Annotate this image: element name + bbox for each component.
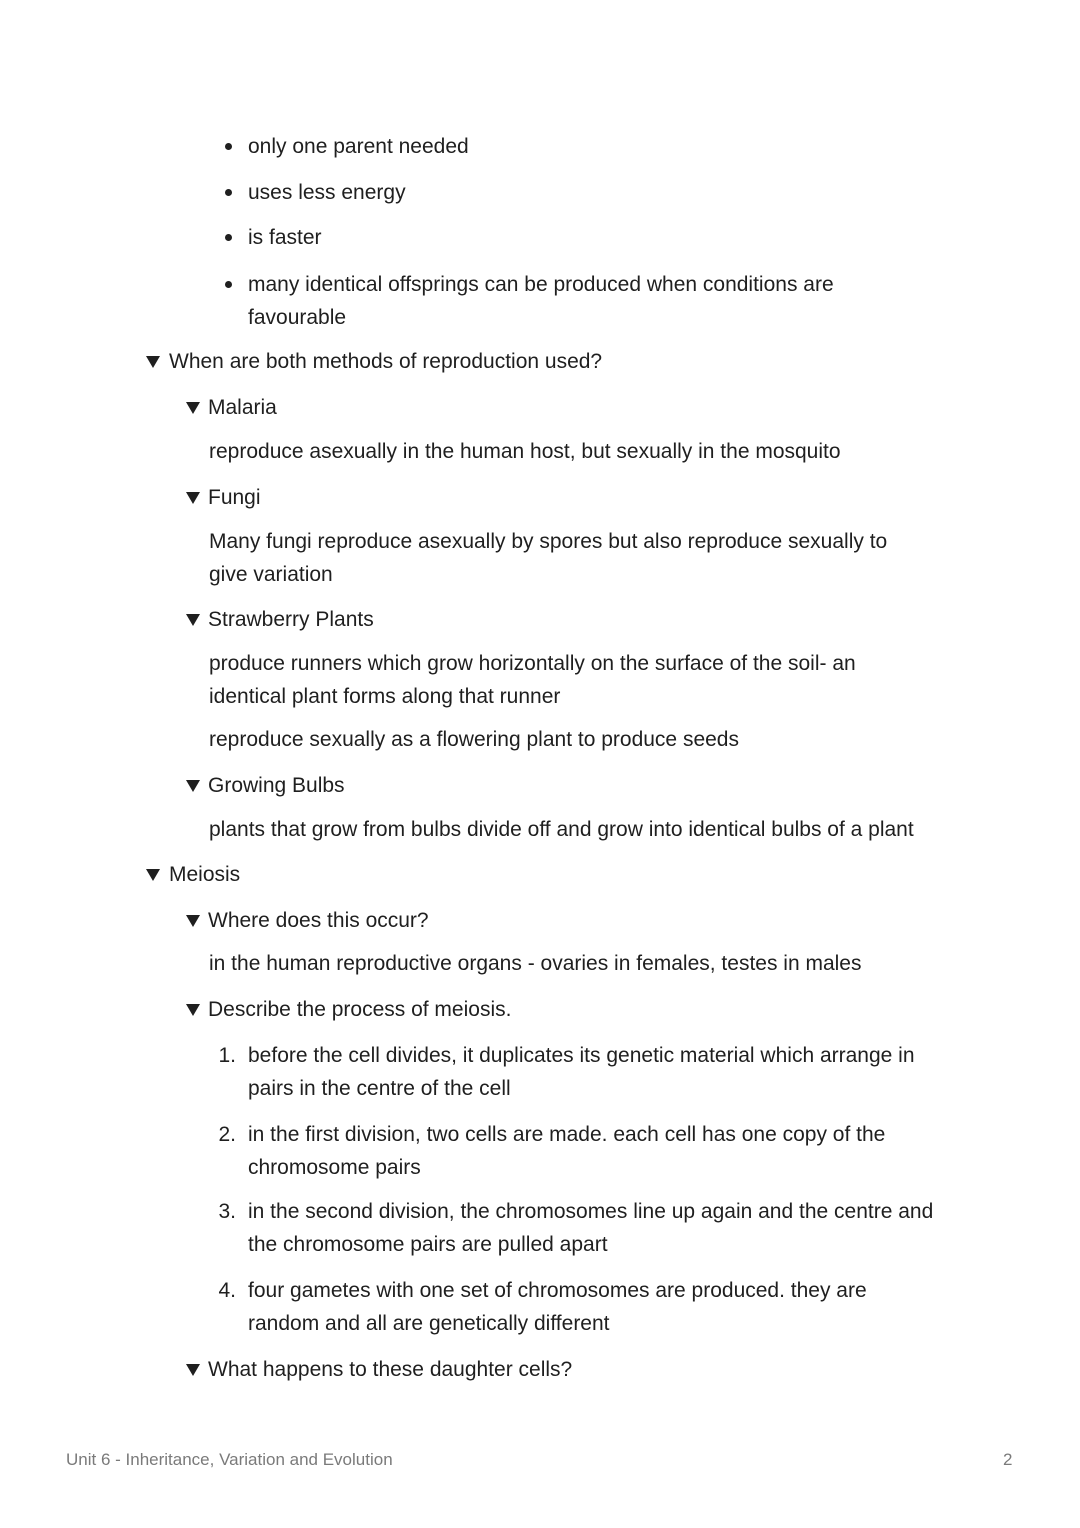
where-text: in the human reproductive organs - ovaries in females, testes in males <box>209 952 862 975</box>
step-text: four gametes with one set of chromosomes are produced. they are random and all are genetically different <box>248 1279 867 1335</box>
toggle-heading-daughter[interactable]: What happens to these daughter cells? <box>208 1358 573 1381</box>
bullet-dot <box>225 281 232 288</box>
step-number: 4. <box>218 1279 236 1302</box>
toggle-triangle-icon[interactable] <box>186 780 200 792</box>
step-text: in the second division, the chromosomes line up again and the centre and the chromosome pairs are pulled apart <box>248 1200 934 1256</box>
step-number: 1. <box>218 1044 236 1067</box>
bullet-item: uses less energy <box>248 181 406 204</box>
toggle-triangle-icon[interactable] <box>186 402 200 414</box>
toggle-triangle-icon[interactable] <box>146 869 160 881</box>
bullet-dot <box>225 189 232 196</box>
toggle-heading-bulbs[interactable]: Growing Bulbs <box>208 774 345 797</box>
toggle-heading-strawberry[interactable]: Strawberry Plants <box>208 608 374 631</box>
toggle-heading-where[interactable]: Where does this occur? <box>208 909 429 932</box>
bullet-item: many identical offsprings can be produced when conditions are favourable <box>248 273 834 329</box>
toggle-heading-process[interactable]: Describe the process of meiosis. <box>208 998 512 1021</box>
footer-title: Unit 6 - Inheritance, Variation and Evolution <box>66 1450 393 1469</box>
bullet-dot <box>225 143 232 150</box>
strawberry-text-1: produce runners which grow horizontally on the surface of the soil- an identical plant forms along that runner <box>209 652 856 708</box>
bulbs-text: plants that grow from bulbs divide off and grow into identical bulbs of a plant <box>209 818 914 841</box>
toggle-triangle-icon[interactable] <box>186 1004 200 1016</box>
bullet-dot <box>225 234 232 241</box>
toggle-triangle-icon[interactable] <box>186 492 200 504</box>
toggle-heading-meiosis[interactable]: Meiosis <box>169 863 241 886</box>
bullet-item: only one parent needed <box>248 135 469 158</box>
step-number: 2. <box>218 1123 236 1146</box>
strawberry-text-2: reproduce sexually as a flowering plant to produce seeds <box>209 728 739 751</box>
toggle-triangle-icon[interactable] <box>186 915 200 927</box>
step-number: 3. <box>218 1200 236 1223</box>
toggle-heading-malaria[interactable]: Malaria <box>208 396 277 419</box>
page-number: 2 <box>1003 1450 1013 1469</box>
toggle-heading-both-methods[interactable]: When are both methods of reproduction used? <box>169 350 603 373</box>
fungi-text: Many fungi reproduce asexually by spores but also reproduce sexually to give variation <box>209 530 888 586</box>
toggle-triangle-icon[interactable] <box>186 1364 200 1376</box>
toggle-triangle-icon[interactable] <box>146 356 160 368</box>
toggle-triangle-icon[interactable] <box>186 614 200 626</box>
bullet-item: is faster <box>248 226 322 249</box>
malaria-text: reproduce asexually in the human host, but sexually in the mosquito <box>209 440 841 463</box>
step-text: in the first division, two cells are made. each cell has one copy of the chromosome pairs <box>248 1123 886 1179</box>
step-text: before the cell divides, it duplicates its genetic material which arrange in pairs in the centre of the cell <box>248 1044 915 1100</box>
toggle-heading-fungi[interactable]: Fungi <box>208 486 261 509</box>
